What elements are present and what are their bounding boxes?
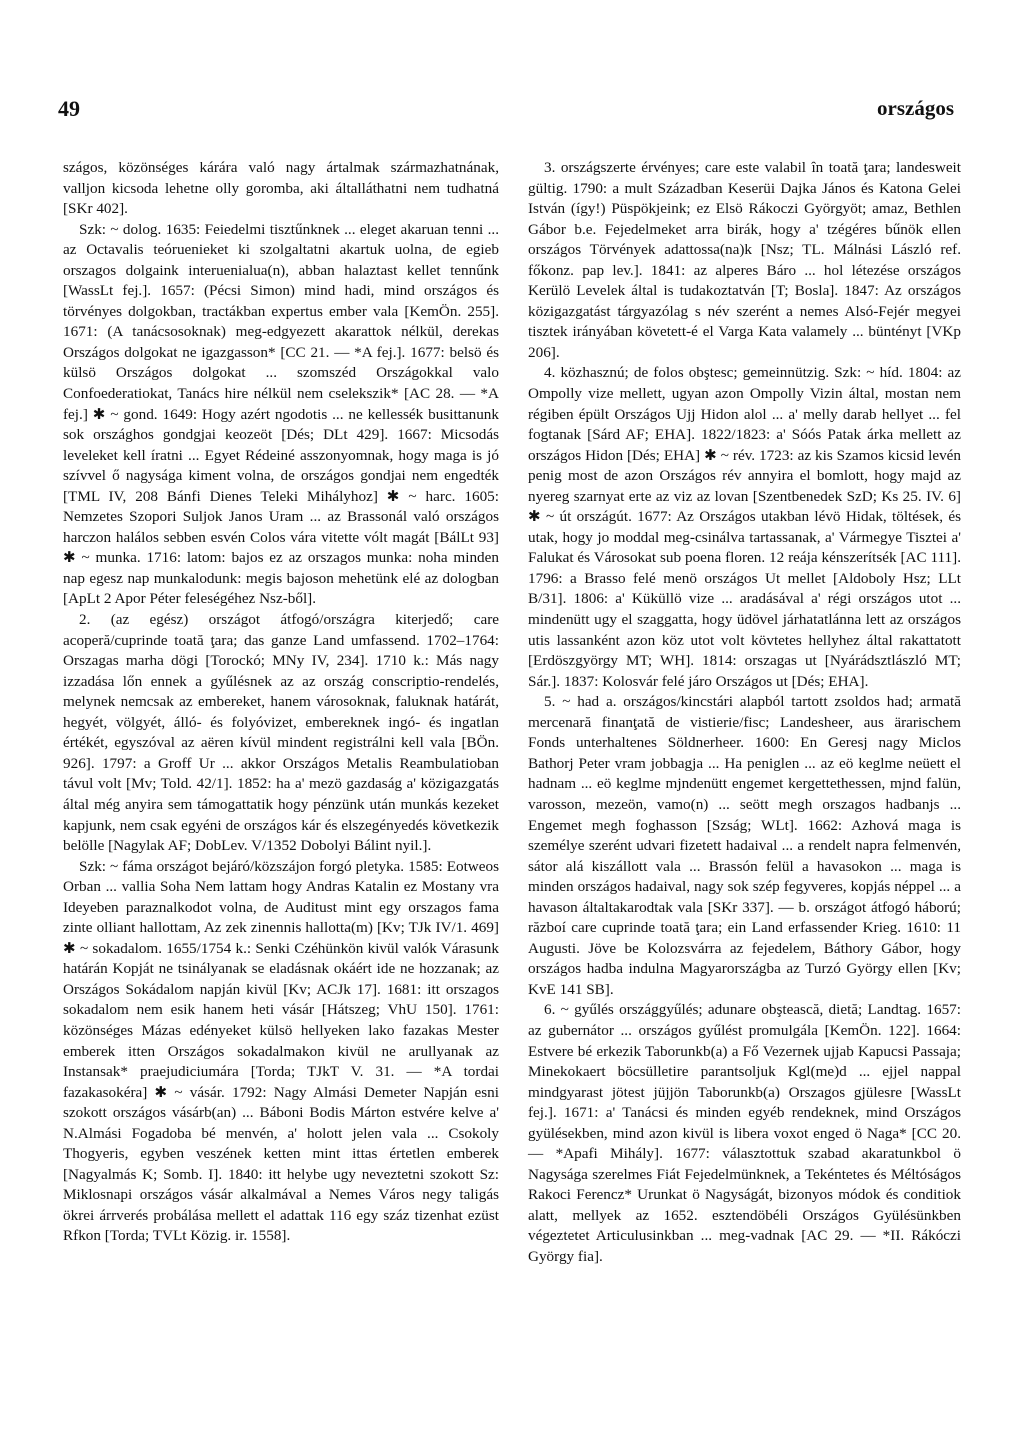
right-column — [528, 158, 961, 1268]
running-head: országos — [877, 96, 954, 120]
entry-paragraph: 5. ~ had a. országos/kincstári alapból tartott zsoldos had; armată mercenară finanţată de vistierie/fisc; Landesheer, aus ärarischem Fonds unterhaltenes Söldnerheer. 1600: En Geresj nagy Miclos Bathorj Peter vram jobbagja ... Ha peniglen ... az eö keglme neüett el hadnam ... eö keglme mjndenütt engemet kergettethessen, mjnd falün, varosson, mezeön, vamo(n) ... seött megh orszagos hadbanjs ... Engemet megh foghasson [Szság; WLt]. 1662: Azhová maga is személye szerént udvari fizetett hadaival ... a rendelt napra felmenvén, sátor alá kiszállott vala ... Brassón felül a havasokon ... maga is minden országos hadaival, nagy sok szép fegyveres, kopjás néppel ... a havason általtakarodtak vala [SKr 337]. — b. országot átfogó háború; războí care cuprinde toată ţara; ein Land erfassender Krieg. 1610: 11 Augusti. Jöve be Kolozsvárra az fejedelem, Báthory Gábor, hogy országos hadba indulna Magyarországba az Turzó György ellen [Kv; KvE 141 SB]. — [528, 693, 961, 998]
entry-paragraph: Szk: ~ fáma országot bejáró/közszájon forgó pletyka. 1585: Eotweos Orban ... vallia Soha Nem lattam hogy Andras Katalin ez Mostany vra Ideyeben paraznalkodot volna, de Auditust mint egy orszagos fama zinte olliant hallottam, Az zek zinennis hallotta(m) [Kv; TJk IV/1. 469] ✱ ~ sokadalom. 1655/1754 k.: Senki Czéhünkön kivül valók Várasunk határán Kopját ne tsinályanak se eladásnak okáért ide ne hozzanak; az Országos Sokádalom napján kivül [Kv; ACJk 17]. 1681: itt orszagos sokadalom nem esik hanem heti vásár [Hátszeg; VhU 150]. 1761: közönséges Mázas edényeket külsö hellyeken lako fazakas Mester emberek itten Országos sokadalmakon kivül ne arullyanak az Instansak* praejudiciumára [Torda; TJkT V. 31. — *A tordai fazakasokéra] ✱ ~ vásár. 1792: Nagy Almási Demeter Napján esni szokott országos vásárb(an) ... Báboni Bodis Márton estvére kelve a' N.Almási Fogadoba bé menvén, a' holott jelen vala ... Csokoly Thogyeris, egyben veszének ketten mint ittas értetlen emberek [Nagyalmás K; Somb. I]. 1840: itt helybe ugy neveztetni szokott Sz: Miklosnapi országos vásár alkalmával a Nemes Város negy taligás ökrei árrverés probálása mellett el adattak 116 egy száz tizenhat ezüst Rfkon [Torda; TVLt Közig. ir. 1558]. — [63, 857, 499, 1245]
entry-paragraph: 6. ~ gyűlés országgyűlés; adunare obştească, dietă; Landtag. 1657: az gubernátor ... országos gyűlést promulgála [KemÖn. 122]. 1664: Estvere bé erkezik Taborunkb(a) a Fő Vezernek ujjab Kapucsi Passaja; Minekokaert böcsülletire parantsoljuk Kgl(me)d ... ejjel nappal mindgyarast jötest jüjjön Taborunkb(a) Orszagos gjülesre [WassLt fej.]. 1671: a' Tanácsi és minden egyéb rendeknek, mind Országos gyülésekben, mind azon kivül is libera voxot enged ö Naga* [CC 20. — *Apafi Mihály]. 1677: választottuk szabad akaratunkbol ö Nagysága szerelmes Fiát Fejedelmünknek, a Tekéntetes és Méltóságos Rakoci Ferencz* Urunkat ö Nagyságát, bizonyos módok és conditiok alatt, mellyek az 1652. esztendöbéli Országos Gyülésünkben végeztetet Articulusinkban ... meg-vadnak [AC 29. — *II. Rákóczi György fia]. — [528, 1001, 961, 1265]
entry-paragraph: 2. (az egész) országot átfogó/országra kiterjedő; care acoperă/cuprinde toată ţara; das ganze Land umfassend. 1702–1764: Orszagas marha dögi [Torockó; MNy IV, 234]. 1710 k.: Más nagy izzadása lőn ennek a gyűlésnek az az ország conscriptio-rendelés, melynek nemcsak az embereket, hanem városoknak, faluknak határát, hegyét, völgyét, álló- és folyóvizet, embereknek ingó- és ingatlan értékét, egyszóval az aëren kívül mindent registrálni kell vala [BÖn. 926]. 1797: a Groff Ur ... akkor Országos Metalis Reambulatioban távul volt [Mv; Told. 42/1]. 1852: ha a' mezö gazdaság a' közigazgatás által még anyira sem támogattatik hogy pénzünk után munkás kezeket kapjunk, nem csak egyéni de országos kár és elszegényedés következik belölle [Nagylak AF; DobLev. V/1352 Dobolyi Bálint nyil.]. — [63, 611, 499, 855]
entry-paragraph: szágos, közönséges kárára való nagy ártalmak származhatnának, valljon kicsoda lehetne olly goromba, aki általláthatni nem tudhatná [SKr 402]. — [63, 159, 499, 218]
entry-paragraph: 4. közhasznú; de folos obştesc; gemeinnützig. Szk: ~ híd. 1804: az Ompolly vize mellett, ugyan azon Ompolly Vizin által, mostan nem régiben épült Országos Ujj Hidon alol ... a' melly darab hellyet ... fel fogtanak [Sárd AF; EHA]. 1822/1823: a' Sóós Patak árka mellett az országos Hidon [Dés; EHA] ✱ ~ rév. 1723: az kis Szamos kicsid levén penig most de azon Országos rév annyira el bomlott, hogy majd az nyereg szarnyat erte az viz az lovan [Szentbenedek SzD; Ks 25. IV. 6] ✱ ~ út országút. 1677: Az Országos utakban lévö Hidak, töltések, és utak, hogy jo moddal meg-csinálva tartassanak, a' Vármegye Tisztei a' Falukat és Városokat sub poena floren. 12 reája kénszerítsék [AC 111]. 1796: a Brasso felé menö országos Ut mellet [Aldoboly Hsz; LLt B/31]. 1806: a' Küküllö vize ... aradásával a' régi országos utot ... mindenütt ugy el szaggatta, hogy üdövel járhatatlánna lett az országos utis lassanként azon köz utot volt kövtetes hellyhez által rakattatott [Erdöszgyörgy MT; WH]. 1814: orszagas ut [Nyárádsztlászló MT; Sár.]. 1837: Kolosvár felé járo Országos ut [Dés; EHA]. — [528, 364, 961, 690]
page-header — [58, 96, 954, 132]
entry-paragraph: Szk: ~ dolog. 1635: Feiedelmi tisztűnknek ... eleget akaruan tenni ... az Octavalis teóruenieket ki szolgaltatni akartuk uolna, de egieb orszagos dolgaink interuenialua(n), abban halaztast kellet tennűnk [WassLt fej.]. 1657: (Pécsi Simon) mind hadi, mind országos és törvényes dolgokban, tractákban expertus ember vala [KemÖn. 255]. 1671: (A tanácsosoknak) meg-edgyezett akarattok nélkül, derekas Országos dolgokat ne igazgasson* [CC 21. — *A fej.]. 1677: belsö és külsö Országos dolgokat ... szomszéd Országokkal valo Confoederatiokat, Tanács hire nélkül nem cselekszik* [AC 28. — *A fej.] ✱ ~ gond. 1649: Hogy azért ngodotis ... ne kellessék busittanunk sok országhos gondgjai keozeöt [Dés; DLt 429]. 1667: Micsodás leveleket kell íratni ... Egyet Rédeiné asszonyomnak, hogy maga is jó szívvel ő nagysága kiment volna, de országos gondjai nem engedték [TML IV, 208 Bánfi Dienes Teleki Mihályhoz] ✱ ~ harc. 1605: Nemzetes Szopori Suljok Janos Uram ... az Brassonál való országos harczon halálos sebben esvén Colos vára vitette vólt magát [BálLt 93] ✱ ~ munka. 1716: latom: bajos ez az orszagos munka: noha minden nap egesz nap munkalodunk: megis bajoson mehetünk elé az dologban [ApLt 2 Apor Péter feleségéhez Nsz-ből]. — [63, 220, 499, 608]
page-number: 49 — [58, 96, 80, 121]
left-column — [63, 158, 499, 1247]
entry-paragraph: 3. országszerte érvényes; care este valabil în toată ţara; landesweit gültig. 1790: a mult Században Keserüi Dajka János és Katona Gelei István (így!) Püspökjeink; ez Elsö Rákoczi Györgyöt; amaz, Bethlen Gábor b.e. Fejedelmeket arra birák, hogy a' tzégéres bűnök ellen országos Törvények adattossa(na)k [Nsz; TL. Málnási László ref. főkonz. pap lev.]. 1841: az alperes Báro ... hol létezése országos Kerülö Levelek által is tudakoztatván [T; Bosla]. 1847: Az országos közigazgatást tárgyazólag s név szerént a nemes Alsó-Fejér megyei tisztek irányában követett-é el Varga Kata valamely ... büntényt [VKp 206]. — [528, 159, 961, 361]
